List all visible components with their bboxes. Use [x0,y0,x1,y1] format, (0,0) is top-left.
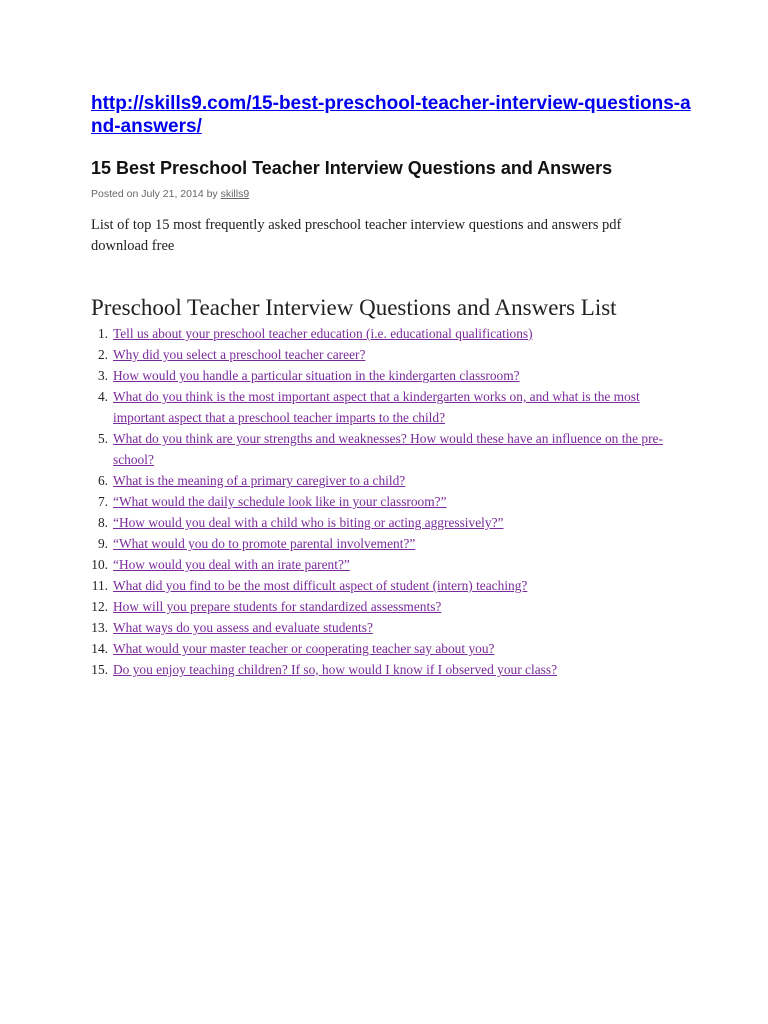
source-url-link[interactable]: http://skills9.com/15-best-preschool-teacher-interview-questions-and-answers/ [91,93,691,137]
list-item [86,386,686,428]
posted-on-text: Posted on July 21, 2014 by [91,188,221,200]
author-link[interactable]: skills9 [220,188,250,200]
list-item-number: 3. [97,368,108,383]
question-link[interactable]: “How would you deal with a child who is biting or acting aggressively?” [113,515,504,530]
list-item [86,533,686,554]
question-link[interactable]: What ways do you assess and evaluate students? [113,620,373,635]
list-item-number: 7. [97,494,108,509]
list-item-number: 14. [91,641,108,656]
list-item-number: 12. [91,599,108,614]
question-link[interactable]: What is the meaning of a primary caregiver to a child? [113,473,406,488]
intro-paragraph: List of top 15 most frequently asked preschool teacher interview questions and answers pdf download free [91,217,622,254]
list-heading: Preschool Teacher Interview Questions and Answers List [91,295,617,321]
list-item [86,575,686,596]
post-title: 15 Best Preschool Teacher Interview Questions and Answers [91,158,613,178]
list-item [86,554,686,575]
list-item-number: 11. [91,578,108,593]
list-item [86,344,686,365]
question-link[interactable]: “What would you do to promote parental involvement?” [113,536,416,551]
list-item [86,428,686,470]
list-item-number: 15. [91,662,108,677]
list-item-number: 6. [97,473,108,488]
question-link[interactable]: What do you think are your strengths and weaknesses? How would these have an influence on the pre-school? [113,431,663,467]
question-link[interactable]: “How would you deal with an irate parent?” [113,557,350,572]
question-link[interactable]: Do you enjoy teaching children? If so, how would I know if I observed your class? [113,662,558,677]
question-link[interactable]: “What would the daily schedule look like in your classroom?” [113,494,447,509]
questions-list [86,323,686,680]
question-link[interactable]: Why did you select a preschool teacher career? [113,347,366,362]
question-link[interactable]: How would you handle a particular situation in the kindergarten classroom? [113,368,520,383]
question-link[interactable]: Tell us about your preschool teacher education (i.e. educational qualifications) [113,326,533,341]
list-item [86,323,686,344]
question-link[interactable]: What would your master teacher or cooperating teacher say about you? [113,641,495,656]
list-item-number: 4. [97,389,108,404]
list-item [86,596,686,617]
list-item-number: 13. [91,620,108,635]
list-item-number: 1. [97,326,108,341]
list-item-number: 10. [91,557,108,572]
list-item-number: 8. [97,515,108,530]
question-link[interactable]: What do you think is the most important aspect that a kindergarten works on, and what is the most important aspect that a preschool teacher imparts to the child? [113,389,640,425]
list-item-number: 2. [97,347,108,362]
list-item [86,617,686,638]
list-item [86,470,686,491]
list-item [86,512,686,533]
list-item [86,365,686,386]
list-item [86,638,686,659]
list-item [86,659,686,680]
question-link[interactable]: How will you prepare students for standardized assessments? [113,599,442,614]
list-item-number: 9. [97,536,108,551]
post-meta [91,187,691,201]
question-link[interactable]: What did you find to be the most difficult aspect of student (intern) teaching? [113,578,528,593]
list-item [86,491,686,512]
list-item-number: 5. [97,431,108,446]
